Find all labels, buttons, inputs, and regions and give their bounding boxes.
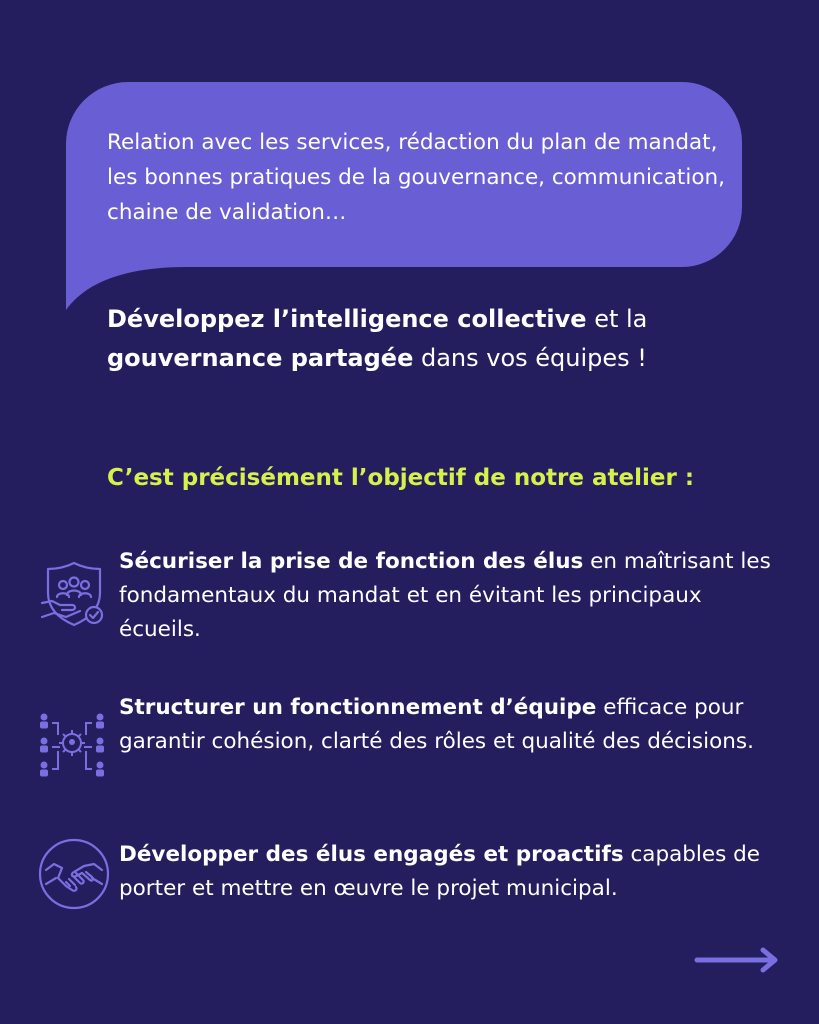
workshop-objective-title: C’est précisément l’objectif de notre atelier :: [107, 465, 695, 491]
objective-text-3: [119, 838, 774, 906]
shield-team-icon: [36, 557, 112, 633]
objective-rest-2: efficace pour garantir cohésion, clarté des rôles et qualité des décisions.: [119, 695, 754, 754]
handshake-icon: [36, 836, 112, 912]
headline-text-1: et la: [586, 305, 648, 333]
bubble-text: Relation avec les services, rédaction du plan de mandat, les bonnes pratiques de la gouvernance, communication, chaine de validation…: [107, 130, 725, 225]
headline-bold-1: Développez l’intelligence collective: [107, 305, 587, 333]
objective-text-2: [119, 691, 774, 759]
headline: [107, 300, 767, 378]
objective-rest-3: capables de porter et mettre en œuvre le projet municipal.: [119, 842, 761, 901]
team-network-icon: [36, 703, 112, 779]
objective-bold-2: Structurer un fonctionnement d’équipe: [119, 695, 597, 720]
headline-bold-2: gouvernance partagée: [107, 344, 414, 372]
objective-bold-1: Sécuriser la prise de fonction des élus: [119, 549, 584, 574]
objective-rest-1: en maîtrisant les fondamentaux du mandat et en évitant les principaux écueils.: [119, 549, 771, 642]
headline-text-2: dans vos équipes !: [413, 344, 647, 372]
objective-bold-3: Développer des élus engagés et proactifs: [119, 842, 624, 867]
objective-text-1: [119, 545, 774, 647]
arrow-right-icon[interactable]: [693, 946, 783, 978]
